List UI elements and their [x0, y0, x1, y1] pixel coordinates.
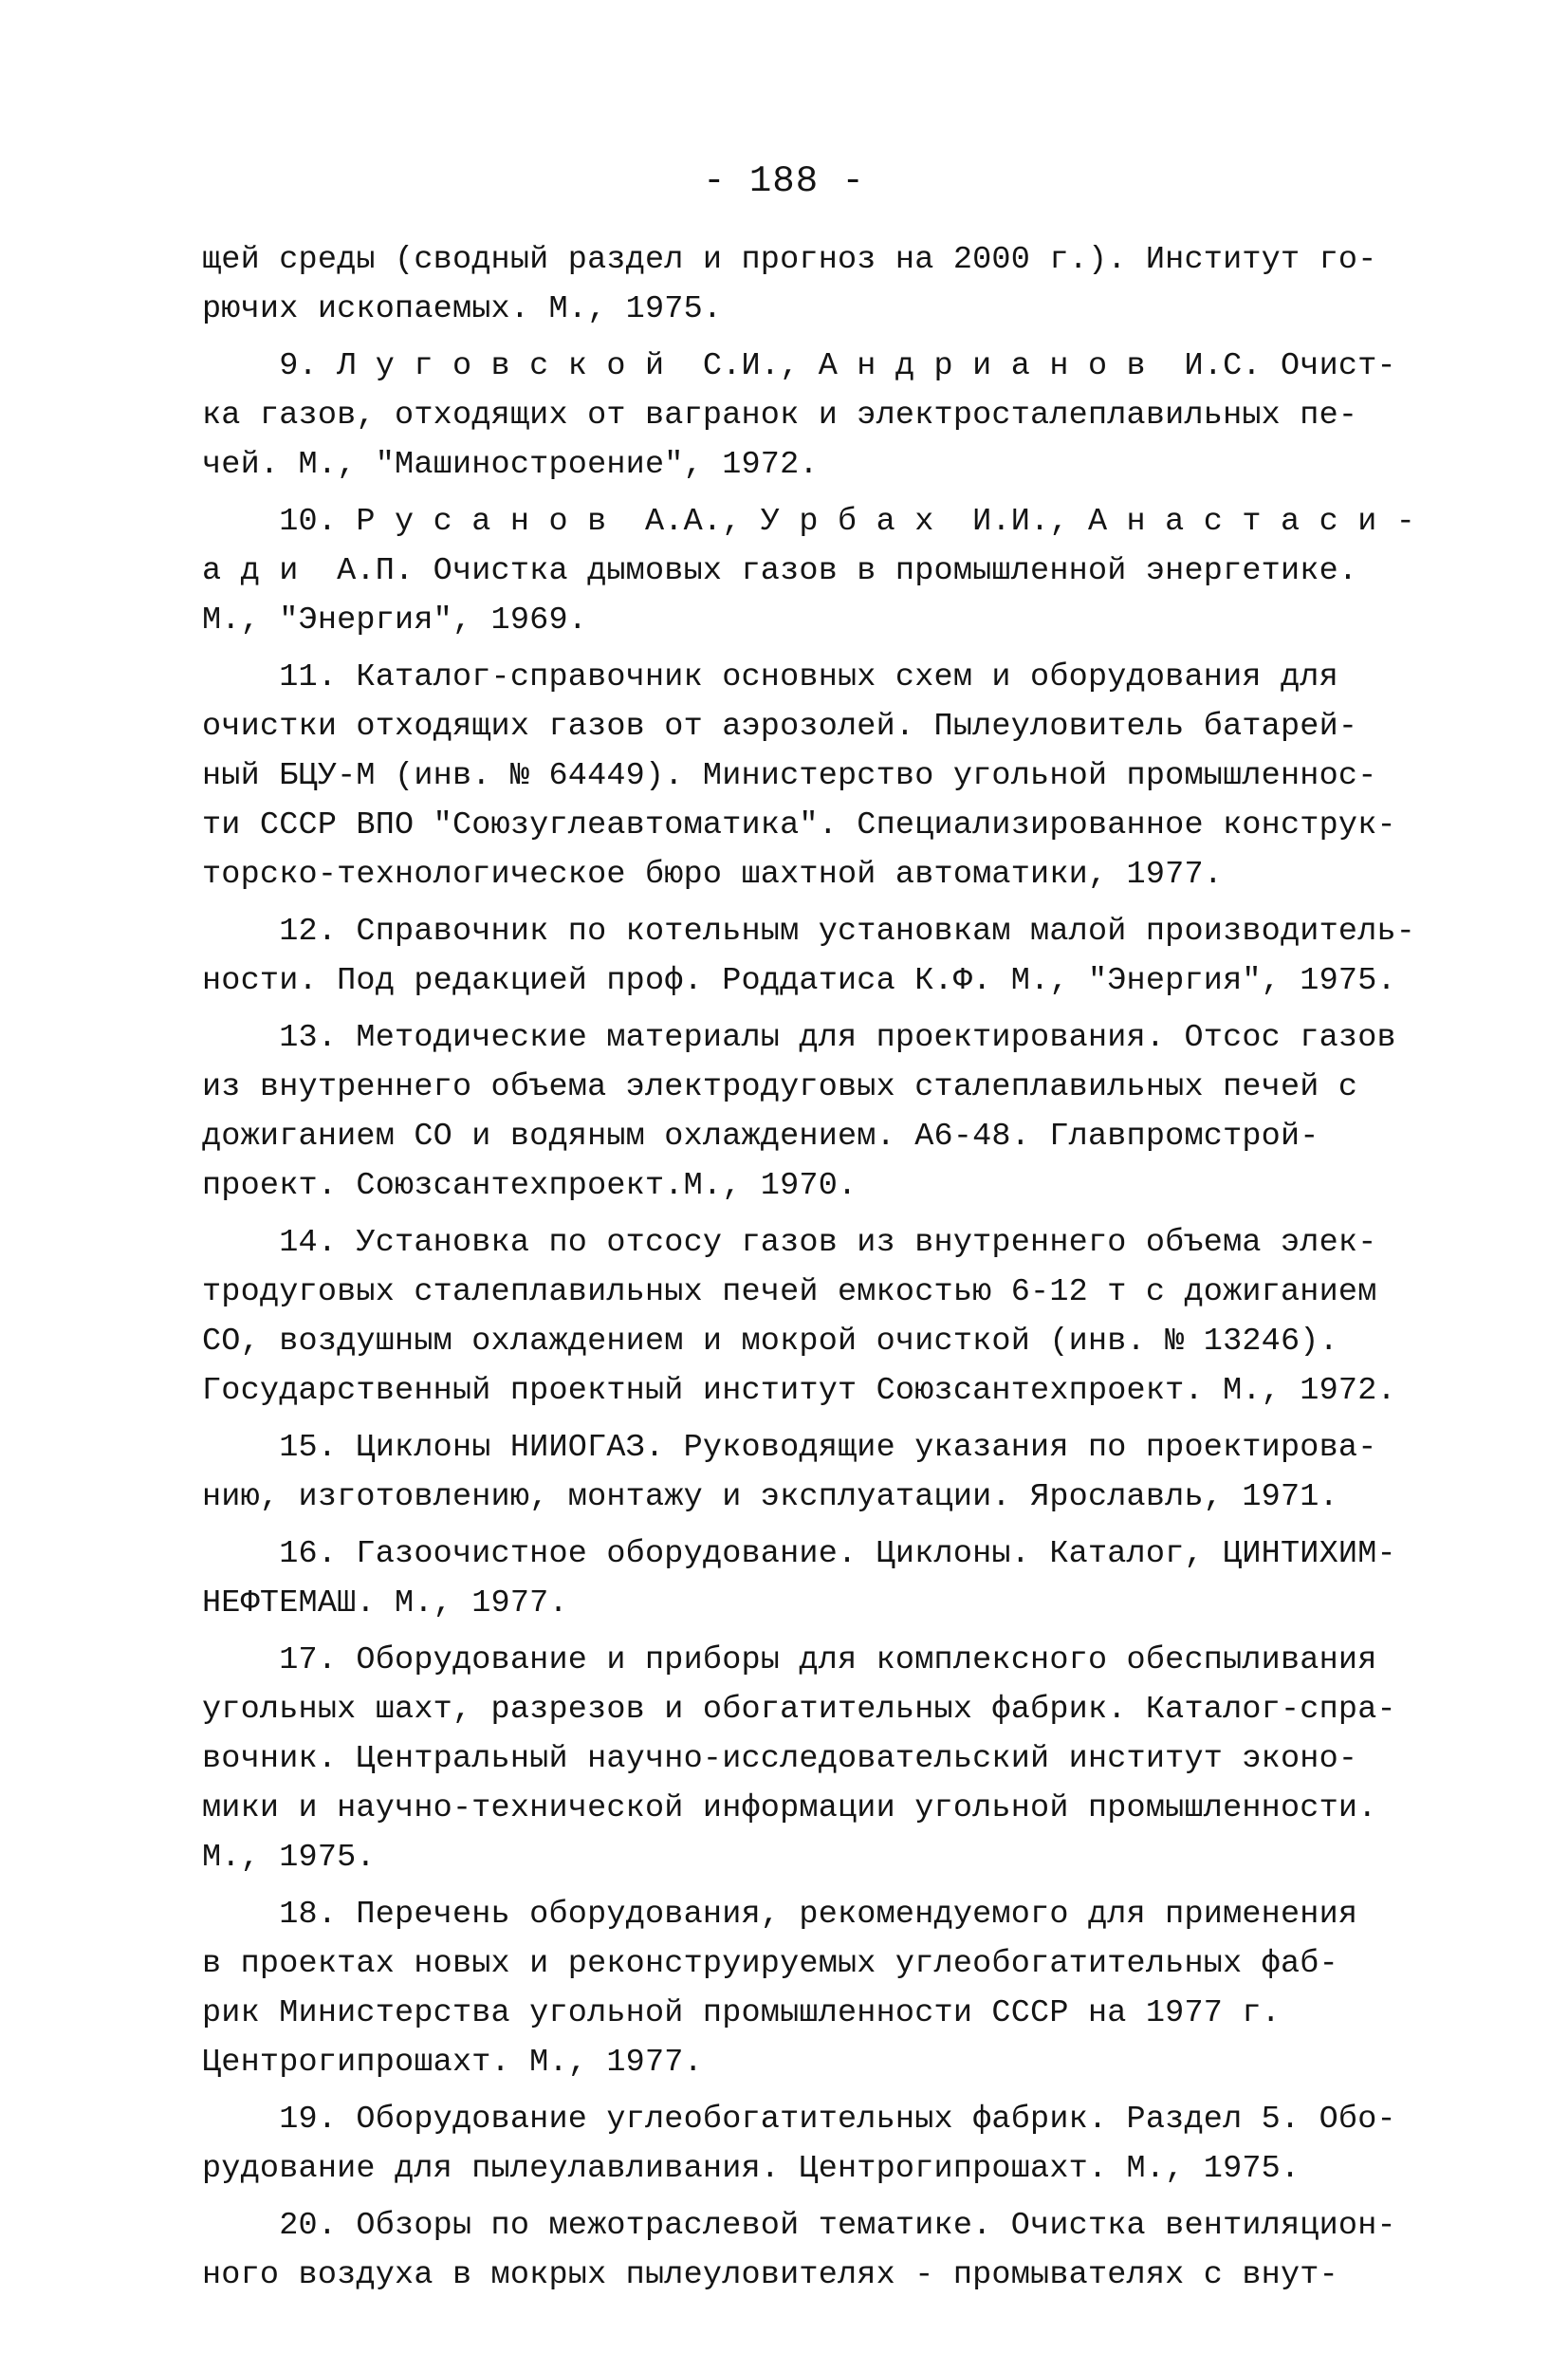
text-line: ка газов, отходящих от вагранок и электросталеплавильных пе-	[202, 398, 1358, 434]
reference-entry-13: 13. Методические материалы для проектирования. Отсос газов	[202, 1020, 1396, 1056]
text-line: дожиганием СО и водяным охлаждением. А6-48. Главпромстрой-	[202, 1119, 1319, 1155]
reference-entry-16: 16. Газоочистное оборудование. Циклоны. Каталог, ЦИНТИХИМ-	[202, 1536, 1396, 1572]
text-line: Государственный проектный институт Союзсантехпроект. М., 1972.	[202, 1373, 1396, 1409]
text-line: М., "Энергия", 1969.	[202, 602, 588, 639]
text-line: нию, изготовлению, монтажу и эксплуатации. Ярославль, 1971.	[202, 1479, 1338, 1515]
text-line: тродуговых сталеплавильных печей емкостью 6-12 т с дожиганием	[202, 1274, 1377, 1310]
reference-entry-9: 9. Л у г о в с к о й С.И., А н д р и а н о в И.С. Очист-	[202, 348, 1396, 384]
text-line: ный БЦУ-М (инв. № 64449). Министерство угольной промышленнос-	[202, 758, 1377, 794]
text-line: щей среды (сводный раздел и прогноз на 2000 г.). Институт го-	[202, 242, 1377, 278]
reference-entry-11: 11. Каталог-справочник основных схем и оборудования для	[202, 659, 1338, 695]
text-line: НЕФТЕМАШ. М., 1977.	[202, 1585, 568, 1621]
text-line: рик Министерства угольной промышленности СССР на 1977 г.	[202, 1995, 1281, 2031]
reference-entry-19: 19. Оборудование углеобогатительных фабрик. Раздел 5. Обо-	[202, 2102, 1396, 2138]
reference-entry-17: 17. Оборудование и приборы для комплексного обеспыливания	[202, 1642, 1377, 1678]
text-line: мики и научно-технической информации угольной промышленности.	[202, 1790, 1377, 1826]
reference-entry-15: 15. Циклоны НИИОГАЗ. Руководящие указания по проектирова-	[202, 1430, 1377, 1466]
text-line: рючих ископаемых. М., 1975.	[202, 291, 723, 327]
text-line: очистки отходящих газов от аэрозолей. Пылеуловитель батарей-	[202, 709, 1358, 745]
reference-text	[202, 235, 1426, 2300]
text-line: проект. Союзсантехпроект.М., 1970.	[202, 1168, 858, 1204]
reference-entry-12: 12. Справочник по котельным установкам малой производитель-	[202, 914, 1416, 950]
text-line: а д и А.П. Очистка дымовых газов в промышленной энергетике.	[202, 553, 1358, 589]
text-line: рудование для пылеулавливания. Центрогипрошахт. М., 1975.	[202, 2151, 1301, 2187]
text-line: угольных шахт, разрезов и обогатительных фабрик. Каталог-спра-	[202, 1692, 1396, 1728]
text-line: в проектах новых и реконструируемых углеобогатительных фаб-	[202, 1946, 1338, 1982]
reference-entry-14: 14. Установка по отсосу газов из внутреннего объема элек-	[202, 1225, 1377, 1261]
text-line: Центрогипрошахт. М., 1977.	[202, 2045, 703, 2081]
text-line: ти СССР ВПО "Союзуглеавтоматика". Специализированное конструк-	[202, 807, 1396, 843]
reference-entry-18: 18. Перечень оборудования, рекомендуемого для применения	[202, 1897, 1358, 1933]
reference-entry-20: 20. Обзоры по межотраслевой тематике. Очистка вентиляцион-	[202, 2208, 1396, 2244]
page-number: - 188 -	[703, 160, 865, 202]
text-line: ного воздуха в мокрых пылеуловителях - промывателях с внут-	[202, 2257, 1338, 2293]
reference-entry-10: 10. Р у с а н о в А.А., У р б а х И.И., А н а с т а с и -	[202, 504, 1416, 540]
text-line: чей. М., "Машиностроение", 1972.	[202, 447, 819, 483]
text-line: из внутреннего объема электродуговых сталеплавильных печей с	[202, 1069, 1358, 1105]
text-line: вочник. Центральный научно-исследовательский институт эконо-	[202, 1741, 1358, 1777]
text-line: ности. Под редакцией проф. Роддатиса К.Ф. М., "Энергия", 1975.	[202, 963, 1396, 999]
text-line: СО, воздушным охлаждением и мокрой очисткой (инв. № 13246).	[202, 1324, 1338, 1360]
text-line: торско-технологическое бюро шахтной автоматики, 1977.	[202, 857, 1224, 893]
text-line: М., 1975.	[202, 1840, 376, 1876]
